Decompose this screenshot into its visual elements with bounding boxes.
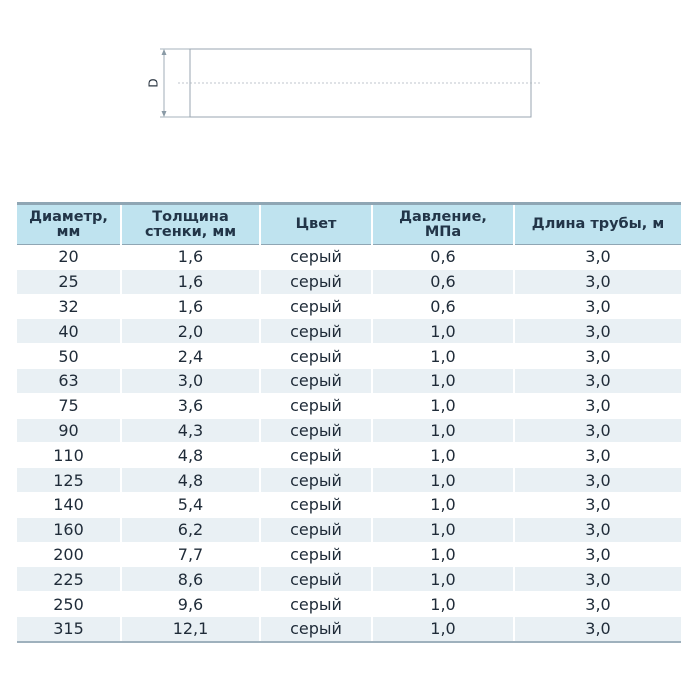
cell-wall-thickness: 8,6 [121, 567, 260, 592]
cell-wall-thickness: 3,6 [121, 393, 260, 418]
cell-pipe-length: 3,0 [514, 468, 681, 493]
table-row [17, 245, 681, 270]
cell-pipe-length: 3,0 [514, 616, 681, 641]
diameter-label: D [146, 78, 161, 88]
cell-pipe-length: 3,0 [514, 294, 681, 319]
table-row [17, 468, 681, 493]
cell-pressure: 1,0 [372, 468, 514, 493]
cell-color: серый [260, 567, 372, 592]
table-row [17, 319, 681, 344]
cell-diameter: 250 [17, 592, 121, 617]
cell-color: серый [260, 269, 372, 294]
cell-pressure: 0,6 [372, 294, 514, 319]
cell-color: серый [260, 616, 372, 641]
cell-wall-thickness: 4,8 [121, 468, 260, 493]
cell-diameter: 32 [17, 294, 121, 319]
table-row [17, 294, 681, 319]
cell-pressure: 1,0 [372, 319, 514, 344]
cell-color: серый [260, 368, 372, 393]
table-header-row [17, 204, 681, 245]
cell-wall-thickness: 3,0 [121, 368, 260, 393]
cell-wall-thickness: 5,4 [121, 492, 260, 517]
cell-pressure: 1,0 [372, 517, 514, 542]
header-diameter: Диаметр, мм [17, 204, 121, 245]
cell-pipe-length: 3,0 [514, 492, 681, 517]
cell-wall-thickness: 4,8 [121, 443, 260, 468]
cell-pipe-length: 3,0 [514, 517, 681, 542]
table-row [17, 567, 681, 592]
cell-color: серый [260, 294, 372, 319]
cell-color: серый [260, 393, 372, 418]
cell-pressure: 1,0 [372, 616, 514, 641]
header-pressure: Давление, МПа [372, 204, 514, 245]
cell-wall-thickness: 1,6 [121, 269, 260, 294]
cell-color: серый [260, 517, 372, 542]
cell-color: серый [260, 542, 372, 567]
header-wall-thickness: Толщина стенки, мм [121, 204, 260, 245]
table-row [17, 616, 681, 641]
cell-diameter: 125 [17, 468, 121, 493]
cell-pressure: 1,0 [372, 418, 514, 443]
cell-diameter: 40 [17, 319, 121, 344]
cell-diameter: 75 [17, 393, 121, 418]
table-row [17, 344, 681, 369]
table-body [17, 245, 681, 642]
cell-pressure: 1,0 [372, 443, 514, 468]
cell-color: серый [260, 319, 372, 344]
cell-wall-thickness: 6,2 [121, 517, 260, 542]
cell-wall-thickness: 12,1 [121, 616, 260, 641]
cell-diameter: 90 [17, 418, 121, 443]
cell-pressure: 1,0 [372, 368, 514, 393]
cell-diameter: 25 [17, 269, 121, 294]
cell-color: серый [260, 592, 372, 617]
pipe-drawing [140, 42, 550, 132]
cell-color: серый [260, 492, 372, 517]
cell-pressure: 0,6 [372, 269, 514, 294]
cell-diameter: 20 [17, 245, 121, 270]
cell-pipe-length: 3,0 [514, 592, 681, 617]
table-row [17, 368, 681, 393]
cell-pipe-length: 3,0 [514, 319, 681, 344]
cell-wall-thickness: 4,3 [121, 418, 260, 443]
cell-wall-thickness: 2,0 [121, 319, 260, 344]
cell-color: серый [260, 418, 372, 443]
table-row [17, 418, 681, 443]
cell-diameter: 200 [17, 542, 121, 567]
cell-diameter: 50 [17, 344, 121, 369]
dimension-arrow-top [162, 49, 167, 55]
cell-pressure: 0,6 [372, 245, 514, 270]
cell-diameter: 315 [17, 616, 121, 641]
cell-diameter: 63 [17, 368, 121, 393]
table-row [17, 492, 681, 517]
table-row [17, 592, 681, 617]
table-row [17, 393, 681, 418]
cell-wall-thickness: 7,7 [121, 542, 260, 567]
table-row [17, 542, 681, 567]
cell-pipe-length: 3,0 [514, 245, 681, 270]
cell-color: серый [260, 344, 372, 369]
cell-diameter: 160 [17, 517, 121, 542]
cell-pipe-length: 3,0 [514, 344, 681, 369]
cell-color: серый [260, 245, 372, 270]
cell-pipe-length: 3,0 [514, 269, 681, 294]
cell-diameter: 225 [17, 567, 121, 592]
cell-pipe-length: 3,0 [514, 567, 681, 592]
cell-pressure: 1,0 [372, 567, 514, 592]
table-row [17, 517, 681, 542]
cell-pressure: 1,0 [372, 592, 514, 617]
cell-diameter: 110 [17, 443, 121, 468]
cell-pipe-length: 3,0 [514, 418, 681, 443]
cell-color: серый [260, 468, 372, 493]
cell-pipe-length: 3,0 [514, 443, 681, 468]
header-pipe-length: Длина трубы, м [514, 204, 681, 245]
cell-pipe-length: 3,0 [514, 368, 681, 393]
cell-wall-thickness: 2,4 [121, 344, 260, 369]
pipe-spec-table [17, 202, 681, 643]
cell-color: серый [260, 443, 372, 468]
cell-pipe-length: 3,0 [514, 542, 681, 567]
cell-pipe-length: 3,0 [514, 393, 681, 418]
cell-wall-thickness: 1,6 [121, 245, 260, 270]
table-row [17, 443, 681, 468]
cell-pressure: 1,0 [372, 492, 514, 517]
cell-wall-thickness: 1,6 [121, 294, 260, 319]
cell-pressure: 1,0 [372, 344, 514, 369]
cell-pressure: 1,0 [372, 542, 514, 567]
cell-wall-thickness: 9,6 [121, 592, 260, 617]
header-color: Цвет [260, 204, 372, 245]
cell-pressure: 1,0 [372, 393, 514, 418]
dimension-arrow-bottom [162, 111, 167, 117]
table-row [17, 269, 681, 294]
cell-diameter: 140 [17, 492, 121, 517]
